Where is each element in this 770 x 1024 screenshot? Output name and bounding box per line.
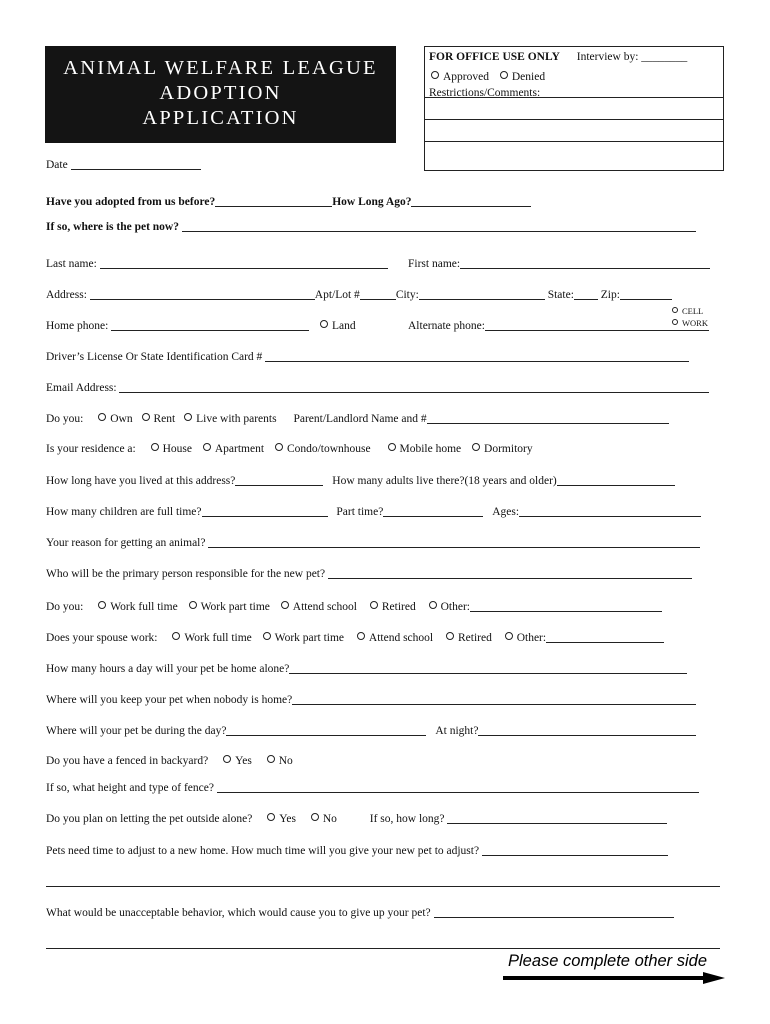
- adjust-field[interactable]: [482, 844, 668, 856]
- first-name-label: First name:: [408, 258, 461, 270]
- apt-label: Apt/Lot #: [314, 289, 360, 301]
- do-you-work-label: Do you:: [46, 601, 84, 613]
- email-field[interactable]: [119, 381, 709, 393]
- fence-type-label: If so, what height and type of fence?: [46, 782, 214, 794]
- adopted-before-field[interactable]: [215, 195, 332, 207]
- fenced-yes-radio[interactable]: [223, 755, 231, 763]
- adults-field[interactable]: [557, 474, 675, 486]
- title-line-2: ADOPTION: [159, 82, 282, 104]
- do-you-label: Do you:: [46, 413, 84, 425]
- hours-alone-field[interactable]: [289, 662, 687, 674]
- spouse-retired-radio[interactable]: [446, 632, 454, 640]
- fence-type-field[interactable]: [217, 781, 699, 793]
- date-label: Date: [46, 159, 68, 171]
- attend-school-label: Attend school: [292, 601, 357, 613]
- outside-alone-label: Do you plan on letting the pet outside alone?: [46, 813, 253, 825]
- spouse-work-full-radio[interactable]: [172, 632, 180, 640]
- unacceptable-field[interactable]: [434, 906, 674, 918]
- part-time-label: Part time?: [336, 506, 384, 518]
- alt-phone-field[interactable]: [485, 319, 709, 331]
- spouse-other-label: Other:: [516, 632, 547, 644]
- spouse-other-field[interactable]: [546, 631, 664, 643]
- complete-other-side-note: Please complete other side: [508, 952, 708, 970]
- state-label: State:: [547, 289, 574, 301]
- retired-radio[interactable]: [370, 601, 378, 609]
- adjust-label: Pets need time to adjust to a new home. How much time will you give your new pet to adjust?: [46, 845, 480, 857]
- fenced-yes-label: Yes: [235, 755, 252, 767]
- children-full-label: How many children are full time?: [46, 506, 202, 518]
- lived-long-field[interactable]: [235, 474, 323, 486]
- approved-radio[interactable]: [431, 71, 439, 79]
- dormitory-label: Dormitory: [484, 443, 533, 455]
- outside-no-label: No: [322, 813, 337, 825]
- approved-label: Approved: [443, 71, 489, 83]
- landlord-field[interactable]: [427, 412, 669, 424]
- work-part-radio[interactable]: [189, 601, 197, 609]
- adopted-before-label: Have you adopted from us before?: [46, 196, 216, 208]
- form-title: [45, 46, 396, 143]
- denied-radio[interactable]: [500, 71, 508, 79]
- title-line-3: APPLICATION: [142, 107, 299, 129]
- work-full-label: Work full time: [110, 601, 178, 613]
- city-label: City:: [395, 289, 419, 301]
- primary-label: Who will be the primary person responsible for the new pet?: [46, 568, 326, 580]
- date-field[interactable]: [71, 158, 201, 170]
- land-radio[interactable]: [320, 320, 328, 328]
- home-phone-field[interactable]: [111, 319, 309, 331]
- office-use-heading: FOR OFFICE USE ONLY: [429, 51, 560, 63]
- primary-field[interactable]: [328, 567, 692, 579]
- part-time-field[interactable]: [383, 505, 483, 517]
- how-long-field[interactable]: [447, 812, 667, 824]
- rent-radio[interactable]: [142, 413, 150, 421]
- spouse-work-part-radio[interactable]: [263, 632, 271, 640]
- office-use-box: [424, 46, 724, 171]
- office-divider: [425, 119, 723, 120]
- adjust-field-line2[interactable]: [46, 875, 720, 887]
- interview-by-field[interactable]: Interview by: ________: [576, 51, 688, 63]
- outside-yes-radio[interactable]: [267, 813, 275, 821]
- spouse-work-full-label: Work full time: [184, 632, 252, 644]
- email-label: Email Address:: [46, 382, 117, 394]
- land-label: Land: [332, 320, 356, 332]
- unacceptable-field-line2[interactable]: [46, 937, 720, 949]
- spouse-attend-school-radio[interactable]: [357, 632, 365, 640]
- address-field[interactable]: [90, 288, 315, 300]
- apartment-label: Apartment: [214, 443, 265, 455]
- live-parents-radio[interactable]: [184, 413, 192, 421]
- pet-now-field[interactable]: [182, 220, 696, 232]
- city-field[interactable]: [419, 288, 545, 300]
- hours-alone-label: How many hours a day will your pet be home alone?: [46, 663, 290, 675]
- other-field[interactable]: [470, 600, 662, 612]
- pet-now-label: If so, where is the pet now?: [46, 221, 179, 233]
- home-phone-label: Home phone:: [46, 320, 109, 332]
- office-divider: [425, 97, 723, 98]
- license-label: Driver’s License Or State Identification Card #: [46, 351, 263, 363]
- last-name-field[interactable]: [100, 257, 388, 269]
- lived-long-label: How long have you lived at this address?: [46, 475, 236, 487]
- work-full-radio[interactable]: [98, 601, 106, 609]
- spouse-other-radio[interactable]: [505, 632, 513, 640]
- mobile-home-label: Mobile home: [399, 443, 462, 455]
- attend-school-radio[interactable]: [281, 601, 289, 609]
- dormitory-radio[interactable]: [472, 443, 480, 451]
- keep-pet-label: Where will you keep your pet when nobody is home?: [46, 694, 293, 706]
- fenced-no-label: No: [278, 755, 293, 767]
- own-label: Own: [110, 413, 133, 425]
- landlord-label: Parent/Landlord Name and #: [293, 413, 427, 425]
- spouse-work-part-label: Work part time: [274, 632, 345, 644]
- house-radio[interactable]: [151, 443, 159, 451]
- fenced-no-radio[interactable]: [267, 755, 275, 763]
- rent-label: Rent: [153, 413, 176, 425]
- keep-pet-field[interactable]: [292, 693, 696, 705]
- address-label: Address:: [46, 289, 87, 301]
- retired-label: Retired: [381, 601, 416, 613]
- own-radio[interactable]: [98, 413, 106, 421]
- children-full-field[interactable]: [202, 505, 328, 517]
- work-label: WORK: [682, 318, 708, 328]
- reason-field[interactable]: [208, 536, 700, 548]
- ages-label: Ages:: [492, 506, 520, 518]
- zip-field[interactable]: [620, 288, 672, 300]
- first-name-field[interactable]: [460, 257, 710, 269]
- mobile-home-radio[interactable]: [388, 443, 396, 451]
- adults-label: How many adults live there?(18 years and older): [332, 475, 557, 487]
- license-field[interactable]: [265, 350, 689, 362]
- live-parents-label: Live with parents: [196, 413, 277, 425]
- right-arrow-icon: [503, 972, 725, 984]
- during-day-label: Where will your pet be during the day?: [46, 725, 227, 737]
- alt-phone-label: Alternate phone:: [408, 320, 485, 332]
- how-long-ago-field[interactable]: [411, 195, 531, 207]
- cell-label: CELL: [682, 306, 704, 316]
- spouse-attend-school-label: Attend school: [368, 632, 434, 644]
- how-long-ago-label: How Long Ago?: [332, 196, 412, 208]
- work-part-label: Work part time: [200, 601, 270, 613]
- last-name-label: Last name:: [46, 258, 97, 270]
- state-field[interactable]: [574, 288, 598, 300]
- denied-label: Denied: [511, 71, 546, 83]
- unacceptable-label: What would be unacceptable behavior, which would cause you to give up your pet?: [46, 907, 431, 919]
- residence-label: Is your residence a:: [46, 443, 136, 455]
- office-divider: [425, 141, 723, 142]
- at-night-label: At night?: [435, 725, 479, 737]
- other-radio[interactable]: [429, 601, 437, 609]
- title-line-1: ANIMAL WELFARE LEAGUE: [63, 57, 378, 79]
- other-label: Other:: [440, 601, 470, 613]
- ages-field[interactable]: [519, 505, 701, 517]
- zip-label: Zip:: [600, 289, 620, 301]
- outside-no-radio[interactable]: [311, 813, 319, 821]
- outside-yes-label: Yes: [279, 813, 296, 825]
- restrictions-label: Restrictions/Comments:: [429, 87, 541, 99]
- cell-radio[interactable]: [672, 307, 678, 313]
- during-day-field[interactable]: [226, 724, 426, 736]
- apt-field[interactable]: [360, 288, 396, 300]
- house-label: House: [162, 443, 192, 455]
- spouse-work-label: Does your spouse work:: [46, 632, 158, 644]
- reason-label: Your reason for getting an animal?: [46, 537, 206, 549]
- condo-label: Condo/townhouse: [286, 443, 371, 455]
- how-long-label: If so, how long?: [369, 813, 445, 825]
- spouse-retired-label: Retired: [457, 632, 492, 644]
- apartment-radio[interactable]: [203, 443, 211, 451]
- at-night-field[interactable]: [478, 724, 696, 736]
- fenced-label: Do you have a fenced in backyard?: [46, 755, 209, 767]
- condo-radio[interactable]: [275, 443, 283, 451]
